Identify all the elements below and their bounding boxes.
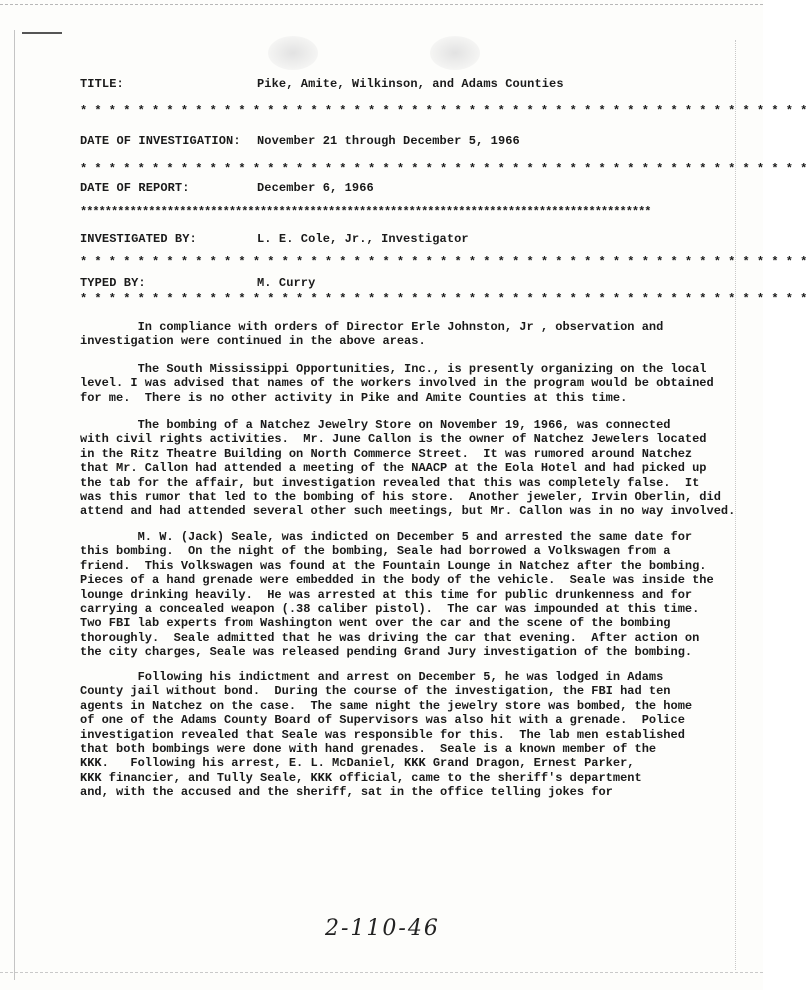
scan-edge-top — [0, 4, 763, 5]
separator-stars-4: * * * * * * * * * * * * * * * * * * * * * * * * * * * * * * * * * * * * * * * * * * * * * * * * * * * — [80, 292, 807, 306]
scan-edge-bottom — [0, 972, 763, 973]
text-line: carrying a concealed weapon (.38 caliber pistol). The car was impounded at this time. — [80, 602, 700, 617]
text-line: friend. This Volkswagen was found at the Fountain Lounge in Natchez after the bombing. — [80, 558, 707, 573]
scan-edge-left — [14, 30, 15, 980]
text-line: lounge drinking heavily. He was arrested at this time for public drunkenness and for — [80, 587, 693, 602]
text-line: agents in Natchez on the case. The same night the jewelry store was bombed, the home — [80, 698, 693, 713]
separator-stars-2: * * * * * * * * * * * * * * * * * * * * * * * * * * * * * * * * * * * * * * * * * * * * * * * * * * * — [80, 162, 807, 176]
scan-corner-mark — [22, 32, 62, 34]
text-line: The bombing of a Natchez Jewelry Store on November 19, 1966, was connected — [80, 418, 671, 432]
text-line: this bombing. On the night of the bombing, Seale had borrowed a Volkswagen from a — [80, 544, 671, 559]
text-line: the tab for the affair, but investigation revealed that this was completely false. It — [80, 475, 700, 490]
text-line: the city charges, Seale was released pending Grand Jury investigation of the bombing. — [80, 645, 693, 660]
text-line: Pieces of a hand grenade were embedded in the body of the vehicle. Seale was inside the — [80, 573, 714, 588]
text-line: investigation were continued in the above areas. — [80, 334, 426, 349]
scan-smudge-right — [430, 36, 480, 70]
paragraph-1 — [80, 320, 730, 349]
investigated-by-value: L. E. Cole, Jr., Investigator — [257, 232, 469, 246]
typed-by-label: TYPED BY: — [80, 276, 146, 290]
separator-dense: ******************************************************************************************** — [80, 205, 651, 219]
text-line: of one of the Adams County Board of Supervisors was also hit with a grenade. Police — [80, 713, 685, 728]
text-line: KKK. Following his arrest, E. L. McDaniel, KKK Grand Dragon, Ernest Parker, — [80, 756, 635, 771]
date-report-label: DATE OF REPORT: — [80, 181, 190, 195]
text-line: was this rumor that led to the bombing of his store. Another jeweler, Irvin Oberlin, did — [80, 490, 721, 505]
separator-stars-1: * * * * * * * * * * * * * * * * * * * * * * * * * * * * * * * * * * * * * * * * * * * * * * * * * * * — [80, 104, 807, 118]
text-line: County jail without bond. During the course of the investigation, the FBI had ten — [80, 684, 671, 699]
text-line: in the Ritz Theatre Building on North Commerce Street. It was rumored around Natchez — [80, 446, 693, 461]
text-line: for me. There is no other activity in Pike and Amite Counties at this time. — [80, 390, 628, 405]
typed-by-value: M. Curry — [257, 276, 316, 290]
text-line: that Mr. Callon had attended a meeting of the NAACP at the Eola Hotel and had picked up — [80, 461, 707, 476]
title-value: Pike, Amite, Wilkinson, and Adams Counties — [257, 77, 564, 91]
text-line: M. W. (Jack) Seale, was indicted on December 5 and arrested the same date for — [80, 530, 693, 544]
paragraph-5 — [80, 670, 730, 800]
scan-edge-right — [735, 40, 736, 970]
text-line: attend and had attended several other such meetings, but Mr. Callon was in no way involved. — [80, 504, 736, 519]
paragraph-3 — [80, 418, 736, 519]
text-line: The South Mississippi Opportunities, Inc., is presently organizing on the local — [80, 362, 707, 376]
text-line: KKK financier, and Tully Seale, KKK official, came to the sheriff's department — [80, 770, 642, 785]
date-report-value: December 6, 1966 — [257, 181, 374, 195]
title-label: TITLE: — [80, 77, 124, 91]
text-line: that both bombings were done with hand grenades. Seale is a known member of the — [80, 742, 657, 757]
text-line: investigation revealed that Seale was responsible for this. The lab men established — [80, 727, 685, 742]
separator-stars-3: * * * * * * * * * * * * * * * * * * * * * * * * * * * * * * * * * * * * * * * * * * * * * * * * * * * — [80, 255, 807, 269]
text-line: thoroughly. Seale admitted that he was driving the car that evening. After action on — [80, 630, 700, 645]
text-line: In compliance with orders of Director Erle Johnston, Jr , observation and — [80, 320, 664, 334]
text-line: with civil rights activities. Mr. June Callon is the owner of Natchez Jewelers located — [80, 432, 707, 447]
paragraph-2 — [80, 362, 730, 405]
date-investigation-label: DATE OF INVESTIGATION: — [80, 134, 241, 148]
handwritten-document-number: 2-110-46 — [325, 916, 440, 941]
text-line: and, with the accused and the sheriff, sat in the office telling jokes for — [80, 785, 613, 800]
investigated-by-label: INVESTIGATED BY: — [80, 232, 197, 246]
date-investigation-value: November 21 through December 5, 1966 — [257, 134, 520, 148]
text-line: level. I was advised that names of the workers involved in the program would be obtained — [80, 376, 714, 391]
text-line: Following his indictment and arrest on December 5, he was lodged in Adams — [80, 670, 664, 684]
scan-smudge-left — [268, 36, 318, 70]
text-line: Two FBI lab experts from Washington went over the car and the scene of the bombing — [80, 616, 671, 631]
paragraph-4 — [80, 530, 730, 660]
